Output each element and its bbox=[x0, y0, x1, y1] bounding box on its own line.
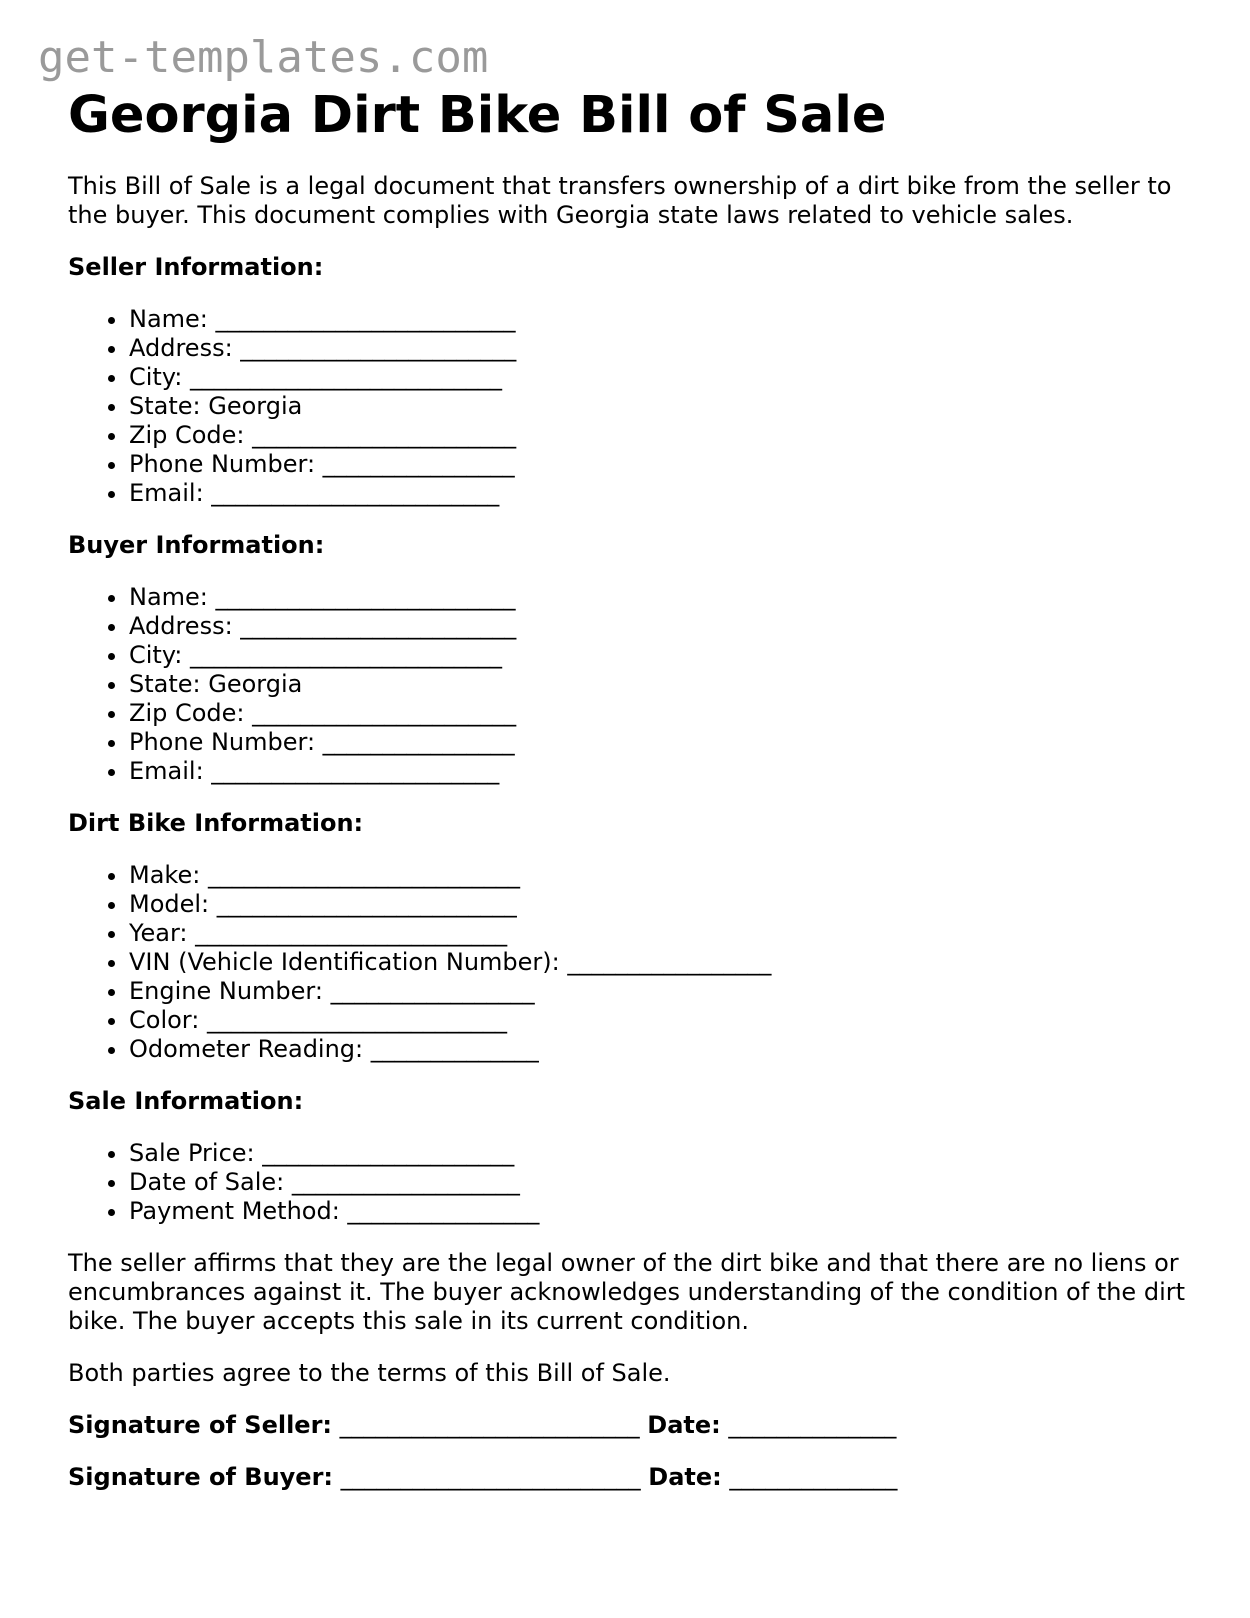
buyer-section-heading: Buyer Information: bbox=[68, 531, 325, 559]
seller-signature-label: Signature of Seller: bbox=[68, 1411, 333, 1439]
buyer-date-line[interactable]: ______________ bbox=[721, 1463, 898, 1491]
buyer-signature-label: Signature of Buyer: bbox=[68, 1463, 334, 1491]
bike-vin-field[interactable]: • VIN (Vehicle Identification Number): _________________ bbox=[129, 948, 1198, 977]
seller-phone-field[interactable]: • Phone Number: ________________ bbox=[129, 450, 1198, 479]
document-page bbox=[68, 82, 1198, 1492]
buyer-phone-field[interactable]: • Phone Number: ________________ bbox=[129, 728, 1198, 757]
seller-email-field[interactable]: • Email: ________________________ bbox=[129, 479, 1198, 508]
seller-date-line[interactable]: ______________ bbox=[720, 1411, 897, 1439]
sale-date-field[interactable]: • Date of Sale: ___________________ bbox=[129, 1168, 1198, 1197]
buyer-address-field[interactable]: • Address: _______________________ bbox=[129, 612, 1198, 641]
sale-section-heading: Sale Information: bbox=[68, 1087, 304, 1115]
bike-year-field[interactable]: • Year: __________________________ bbox=[129, 919, 1198, 948]
seller-zip-field[interactable]: • Zip Code: ______________________ bbox=[129, 421, 1198, 450]
affirmation-paragraph: The seller affirms that they are the legal owner of the dirt bike and that there are no liens or encumbrances against it. The buyer acknowledges understanding of the condition of the dirt bike. The buyer accepts this sale in its current condition. bbox=[68, 1249, 1186, 1335]
seller-section-heading: Seller Information: bbox=[68, 253, 324, 281]
buyer-signature-row bbox=[68, 1463, 1198, 1492]
buyer-state-field: • State: Georgia bbox=[129, 670, 1198, 699]
buyer-date-label: Date: bbox=[648, 1463, 722, 1491]
watermark-text: get-templates.com bbox=[38, 32, 489, 83]
seller-signature-line[interactable]: _________________________ bbox=[332, 1411, 648, 1439]
buyer-email-field[interactable]: • Email: ________________________ bbox=[129, 757, 1198, 786]
seller-name-field[interactable]: • Name: _________________________ bbox=[129, 305, 1198, 334]
bike-engine-number-field[interactable]: • Engine Number: _________________ bbox=[129, 977, 1198, 1006]
buyer-name-field[interactable]: • Name: _________________________ bbox=[129, 583, 1198, 612]
sale-price-field[interactable]: • Sale Price: _____________________ bbox=[129, 1139, 1198, 1168]
bike-section-heading: Dirt Bike Information: bbox=[68, 809, 364, 837]
seller-city-field[interactable]: • City: __________________________ bbox=[129, 363, 1198, 392]
sale-info-list bbox=[68, 1139, 1198, 1226]
sale-payment-method-field[interactable]: • Payment Method: ________________ bbox=[129, 1197, 1198, 1226]
bike-model-field[interactable]: • Model: _________________________ bbox=[129, 890, 1198, 919]
buyer-city-field[interactable]: • City: __________________________ bbox=[129, 641, 1198, 670]
bike-color-field[interactable]: • Color: _________________________ bbox=[129, 1006, 1198, 1035]
seller-info-list bbox=[68, 305, 1198, 508]
buyer-info-list bbox=[68, 583, 1198, 786]
seller-state-field: • State: Georgia bbox=[129, 392, 1198, 421]
bike-info-list bbox=[68, 861, 1198, 1064]
seller-signature-row bbox=[68, 1411, 1198, 1440]
seller-date-label: Date: bbox=[647, 1411, 721, 1439]
intro-paragraph: This Bill of Sale is a legal document that transfers ownership of a dirt bike from the seller to the buyer. This document complies with Georgia state laws related to vehicle sales. bbox=[68, 172, 1172, 229]
seller-address-field[interactable]: • Address: _______________________ bbox=[129, 334, 1198, 363]
buyer-zip-field[interactable]: • Zip Code: ______________________ bbox=[129, 699, 1198, 728]
document-title: Georgia Dirt Bike Bill of Sale bbox=[68, 86, 887, 145]
agreement-paragraph: Both parties agree to the terms of this Bill of Sale. bbox=[68, 1359, 671, 1387]
buyer-signature-line[interactable]: _________________________ bbox=[333, 1463, 649, 1491]
bike-make-field[interactable]: • Make: __________________________ bbox=[129, 861, 1198, 890]
bike-odometer-field[interactable]: • Odometer Reading: ______________ bbox=[129, 1035, 1198, 1064]
